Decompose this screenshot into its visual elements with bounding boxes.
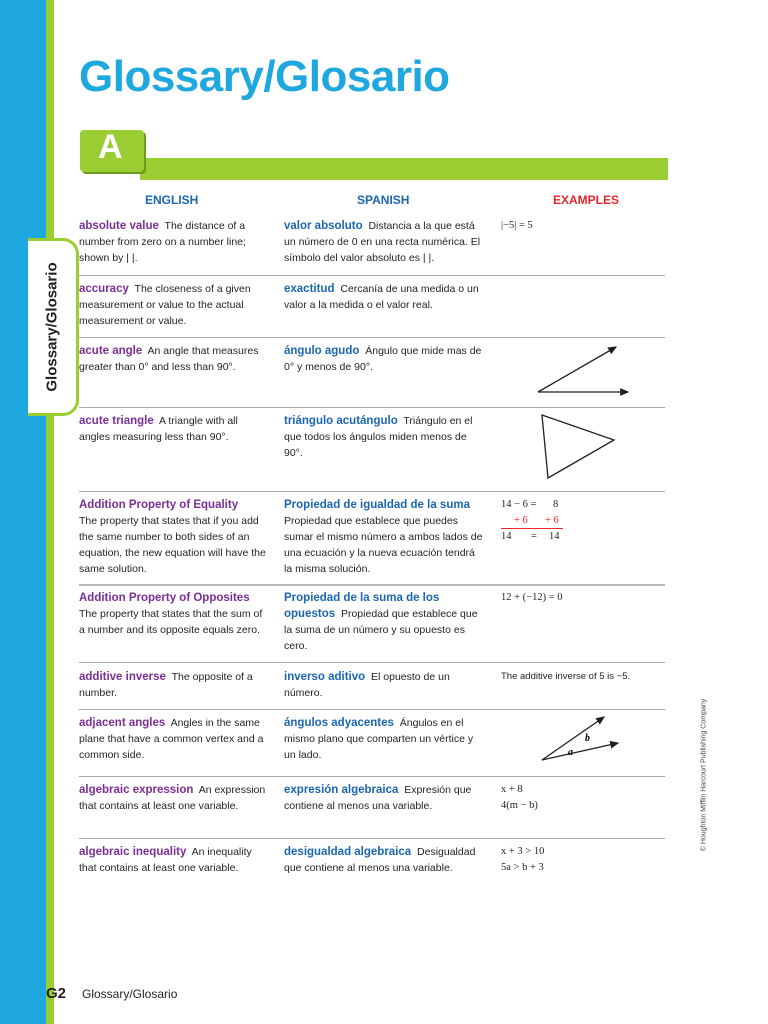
english-text: The distance of a number from zero on a number line; shown by | |.	[79, 220, 246, 264]
example: The additive inverse of 5 is −5.	[501, 671, 631, 682]
side-section-tab	[28, 238, 79, 416]
example-line: x + 8	[501, 784, 523, 795]
english-text: A triangle with all angles measuring less than 90°.	[79, 415, 238, 443]
spanish-text: Triángulo en el que todos los ángulos miden menos de 90°.	[284, 415, 473, 459]
spanish-text: Desigualdad que contiene al menos una variable.	[284, 846, 476, 874]
spanish-term: exactitud	[284, 283, 335, 295]
spanish-text: Propiedad que establece que la suma de un número y su opuesto es cero.	[284, 608, 478, 652]
english-term: algebraic expression	[79, 784, 194, 796]
spanish-text: Ángulo que mide mas de 0° y menos de 90°.	[284, 345, 482, 373]
row-divider	[79, 491, 665, 492]
section-letter-tab	[80, 130, 144, 172]
english-term: additive inverse	[79, 671, 166, 683]
english-text: The opposite of a number.	[79, 671, 253, 699]
english-definition	[79, 669, 271, 701]
spanish-definition	[284, 497, 484, 577]
example-line: 4(m − b)	[501, 800, 538, 811]
example-line: x + 3 > 10	[501, 846, 545, 857]
english-definition	[79, 715, 271, 763]
acute-angle-diagram	[530, 342, 640, 398]
english-term: absolute value	[79, 220, 159, 232]
english-text: Angles in the same plane that have a common vertex and a common side.	[79, 717, 264, 761]
english-definition	[79, 590, 271, 638]
spanish-term: ángulo agudo	[284, 345, 360, 357]
english-term: acute triangle	[79, 415, 154, 427]
left-green-strip	[46, 0, 54, 1024]
english-term: algebraic inequality	[79, 846, 187, 858]
page-title: Glossary/Glosario	[79, 52, 450, 101]
angle-label-b: b	[585, 733, 590, 744]
english-term: Addition Property of Opposites	[79, 592, 250, 604]
example-line: + 6	[514, 515, 528, 526]
english-term: adjacent angles	[79, 717, 166, 729]
spanish-definition	[284, 218, 484, 266]
left-color-strip	[0, 0, 46, 1024]
spanish-term: valor absoluto	[284, 220, 363, 232]
spanish-definition	[284, 782, 484, 814]
example-equation	[501, 497, 571, 545]
english-term: accuracy	[79, 283, 129, 295]
spanish-definition	[284, 715, 484, 763]
row-divider	[79, 838, 665, 839]
section-bar	[140, 158, 668, 180]
example	[501, 844, 669, 876]
english-definition	[79, 281, 271, 329]
example-line: 8	[553, 499, 559, 510]
spanish-definition	[284, 669, 484, 701]
example-line: 14	[501, 531, 512, 542]
example	[501, 782, 669, 814]
example-line: 14	[549, 531, 560, 542]
spanish-term: Propiedad de la suma de los opuestos	[284, 592, 440, 620]
row-divider	[79, 337, 665, 338]
spanish-definition	[284, 590, 484, 654]
spanish-definition	[284, 343, 484, 375]
row-divider	[79, 662, 665, 663]
row-divider	[79, 776, 665, 777]
example-line: 14 − 6 =	[501, 499, 537, 510]
spanish-term: triángulo acutángulo	[284, 415, 398, 427]
angle-label-a: a	[568, 747, 573, 758]
row-divider	[79, 275, 665, 276]
english-definition	[79, 844, 271, 876]
acute-triangle-diagram	[538, 412, 628, 482]
english-text: An angle that measures greater than 0° and less than 90°.	[79, 345, 259, 373]
column-header-spanish: SPANISH	[357, 193, 410, 207]
spanish-definition	[284, 413, 484, 461]
example-line: 5a > b + 3	[501, 862, 544, 873]
spanish-term: inverso aditivo	[284, 671, 366, 683]
row-divider	[79, 709, 665, 710]
english-definition	[79, 343, 271, 375]
row-divider	[79, 407, 665, 408]
english-definition	[79, 497, 271, 577]
english-definition	[79, 413, 271, 445]
english-text: The property that states that if you add the same number to both sides of an equation, the new equation will have the same solution.	[79, 515, 266, 575]
english-text: The property that states that the sum of a number and its opposite equals zero.	[79, 608, 263, 636]
spanish-text: Expresión que contiene al menos una variable.	[284, 784, 472, 812]
spanish-text: El opuesto de un número.	[284, 671, 450, 699]
page-number: G2	[46, 985, 67, 1002]
spanish-definition	[284, 281, 484, 313]
spanish-term: expresión algebraica	[284, 784, 399, 796]
side-tab-label: Glossary/Glosario	[43, 262, 61, 392]
example: 12 + (−12) = 0	[501, 592, 563, 603]
example: |−5| = 5	[501, 220, 533, 231]
spanish-definition	[284, 844, 484, 876]
column-header-examples: EXAMPLES	[553, 193, 620, 207]
spanish-text: Distancia a la que está un número de 0 en una recta numérica. El símbolo del valor absoluto es | |.	[284, 220, 481, 264]
spanish-text: Ángulos en el mismo plano que comparten un vértice y un lado.	[284, 717, 474, 761]
spanish-term: desigualdad algebraica	[284, 846, 412, 858]
english-term: Addition Property of Equality	[79, 499, 239, 511]
english-text: An expression that contains at least one variable.	[79, 784, 266, 812]
spanish-text: Propiedad que establece que puedes sumar el mismo número a ambos lados de una ecuación y la nueva ecuación tendrá la misma solución.	[284, 515, 483, 575]
row-divider	[79, 584, 665, 586]
english-definition	[79, 218, 271, 266]
spanish-term: Propiedad de igualdad de la suma	[284, 499, 470, 511]
example-line: =	[531, 531, 537, 542]
english-definition	[79, 782, 271, 814]
copyright-notice: © Houghton Mifflin Harcourt Publishing Company	[700, 698, 708, 852]
spanish-text: Cercanía de una medida o un valor a la medida o el valor real.	[284, 283, 479, 311]
footer-label: Glossary/Glosario	[82, 987, 178, 1001]
english-text: An inequality that contains at least one variable.	[79, 846, 252, 874]
english-term: acute angle	[79, 345, 143, 357]
spanish-term: ángulos adyacentes	[284, 717, 394, 729]
example-line: + 6	[545, 515, 559, 526]
section-letter: A	[98, 128, 123, 166]
adjacent-angles-diagram	[538, 714, 628, 764]
column-header-english: ENGLISH	[145, 193, 199, 207]
english-text: The closeness of a given measurement or value to the actual measurement or value.	[79, 283, 251, 327]
